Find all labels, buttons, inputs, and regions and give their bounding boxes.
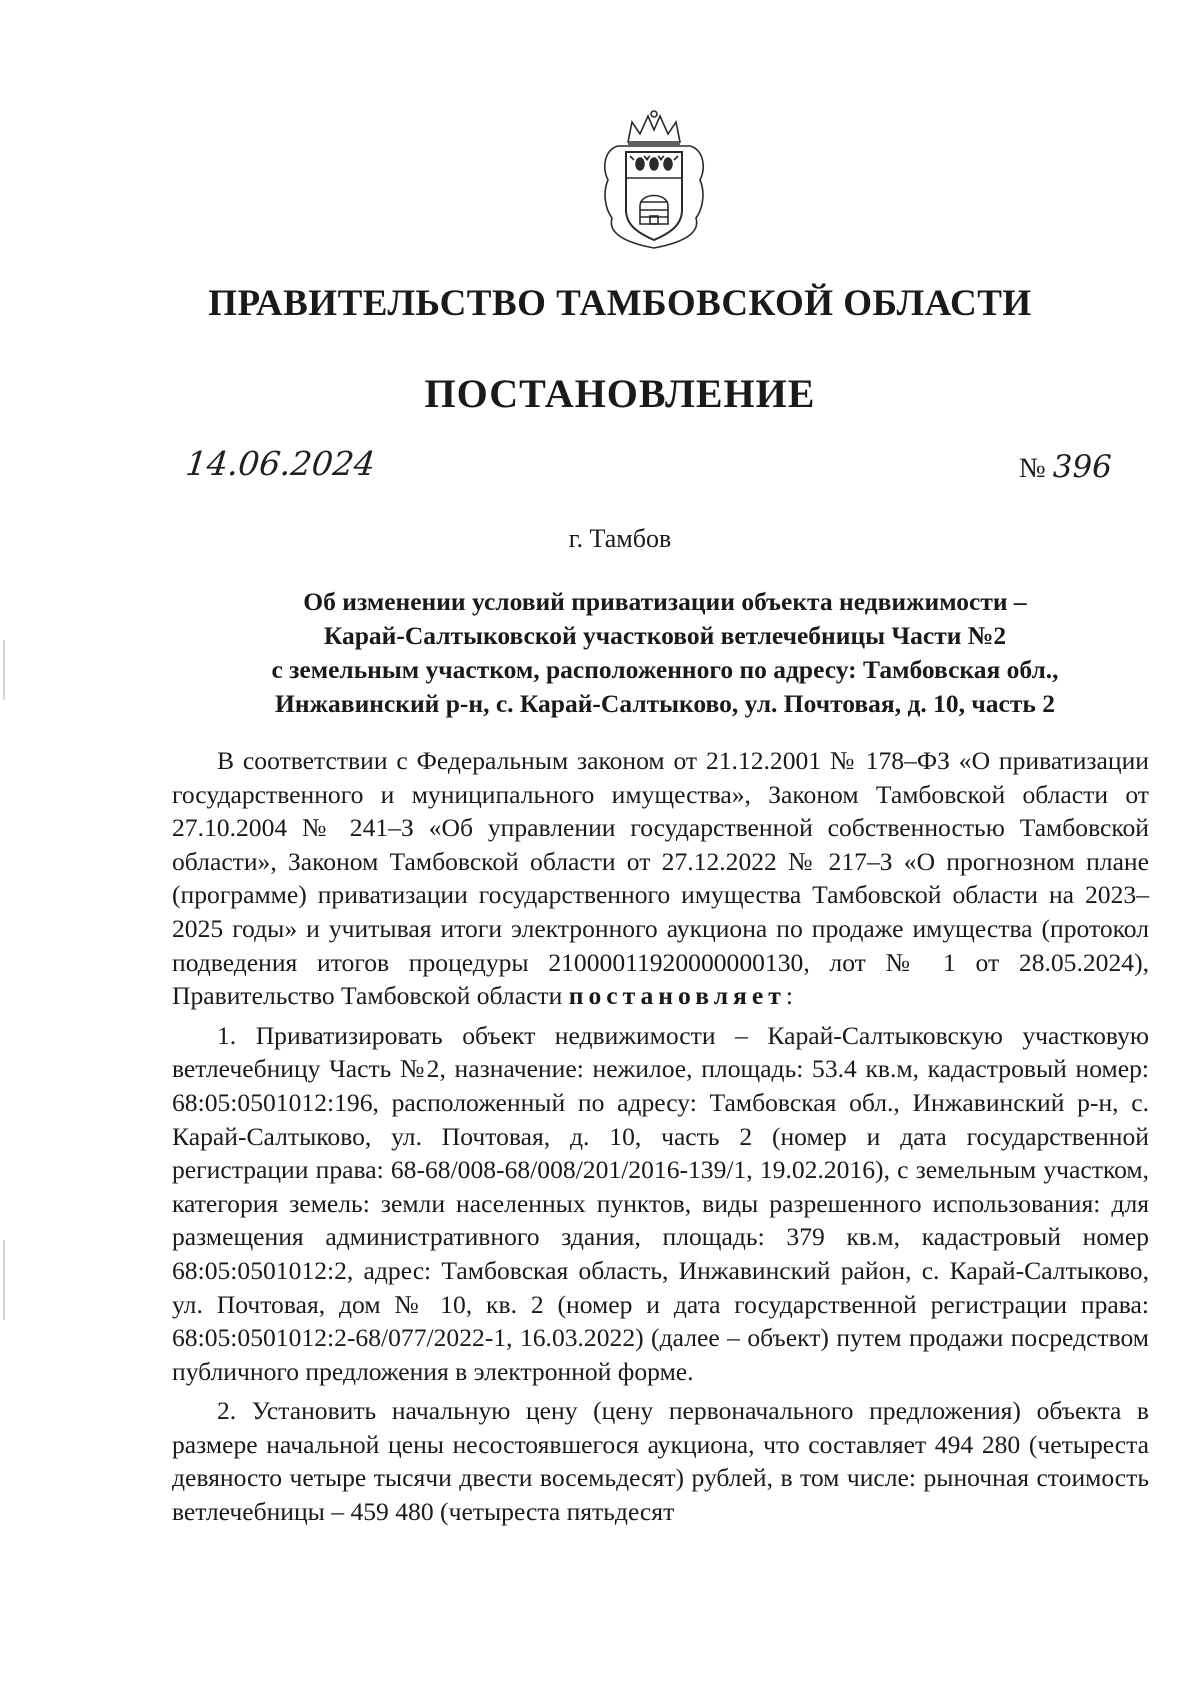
- title-line: Об изменении условий приватизации объекта недвижимости –: [303, 587, 1027, 616]
- item-1-paragraph: 1. Приватизировать объект недвижимости – Карай-Салтыковскую участковую ветлечебницу Часть №2, назначение: нежилое, площадь: 53.4 кв.м, кадастровый номер: 68:05:0501012:196, расположенный по адресу: Тамбовская обл., Инжавинский р-н, с. Карай-Салтыково, ул. Почтовая, д. 10, часть 2 (номер и дата государственной регистрации права: 68-68/008-68/008/201/2016-139/1, 19.02.2016), с земельным участком, категория земель: земли населенных пунктов, виды разрешенного использования: для размещения административного здания, площадь: 379 кв.м, кадастровый номер 68:05:0501012:2, адрес: Тамбовская область, Инжавинский район, с. Карай-Салтыково, ул. Почтовая, дом № 10, кв. 2 (номер и дата государственной регистрации права: 68:05:0501012:2-68/077/2022-1, 16.03.2022) (далее – объект) путем продажи посредством публичного предложения в электронной форме.: [172, 1020, 1149, 1386]
- scan-edge-mark: [3, 640, 5, 700]
- document-number: [1019, 449, 1112, 485]
- organization-name: ПРАВИТЕЛЬСТВО ТАМБОВСКОЙ ОБЛАСТИ: [208, 283, 1032, 324]
- city-line: г. Тамбов: [568, 524, 672, 553]
- document-body: [172, 744, 1149, 1535]
- title-line: Карай-Салтыковской участковой ветлечебницы Части №2: [323, 621, 1007, 650]
- title-line: с земельным участком, расположенного по адресу: Тамбовская обл.,: [271, 655, 1059, 684]
- decree-word: постановляет: [568, 981, 786, 1011]
- document-title: [190, 585, 1140, 721]
- preamble-paragraph: [172, 744, 1149, 1013]
- title-line: Инжавинский р-н, с. Карай-Салтыково, ул. Почтовая, д. 10, часть 2: [275, 689, 1055, 718]
- decree-colon: :: [785, 981, 793, 1011]
- coat-of-arms-icon: [598, 106, 710, 252]
- scan-edge-mark: [3, 1240, 5, 1320]
- preamble-text: В соответствии с Федеральным законом от 21.12.2001 № 178–ФЗ «О приватизации государственного и муниципального имущества», Законом Тамбовской области от 27.10.2004 № 241–З «Об управлении государственной собственностью Тамбовской области», Законом Тамбовской области от 27.12.2022 № 217–З «О прогнозном плане (программе) приватизации государственного имущества Тамбовской области на 2023–2025 годы» и учитывая итоги электронного аукциона по продаже имущества (протокол подведения итогов процедуры 21000011920000000130, лот № 1 от 28.05.2024), Правительство Тамбовской области: [172, 746, 1149, 1011]
- document-date: 14.06.2024: [183, 444, 378, 483]
- number-value: 396: [1052, 449, 1112, 485]
- item-2-paragraph: 2. Установить начальную цену (цену первоначального предложения) объекта в размере начальной цены несостоявшегося аукциона, что составляет 494 280 (четыреста девяносто четыре тысячи двести восемьдесят) рублей, в том числе: рыночная стоимость ветлечебницы – 459 480 (четыреста пятьдесят: [172, 1396, 1149, 1527]
- document-type: ПОСТАНОВЛЕНИЕ: [424, 371, 816, 416]
- number-prefix: №: [1019, 453, 1046, 484]
